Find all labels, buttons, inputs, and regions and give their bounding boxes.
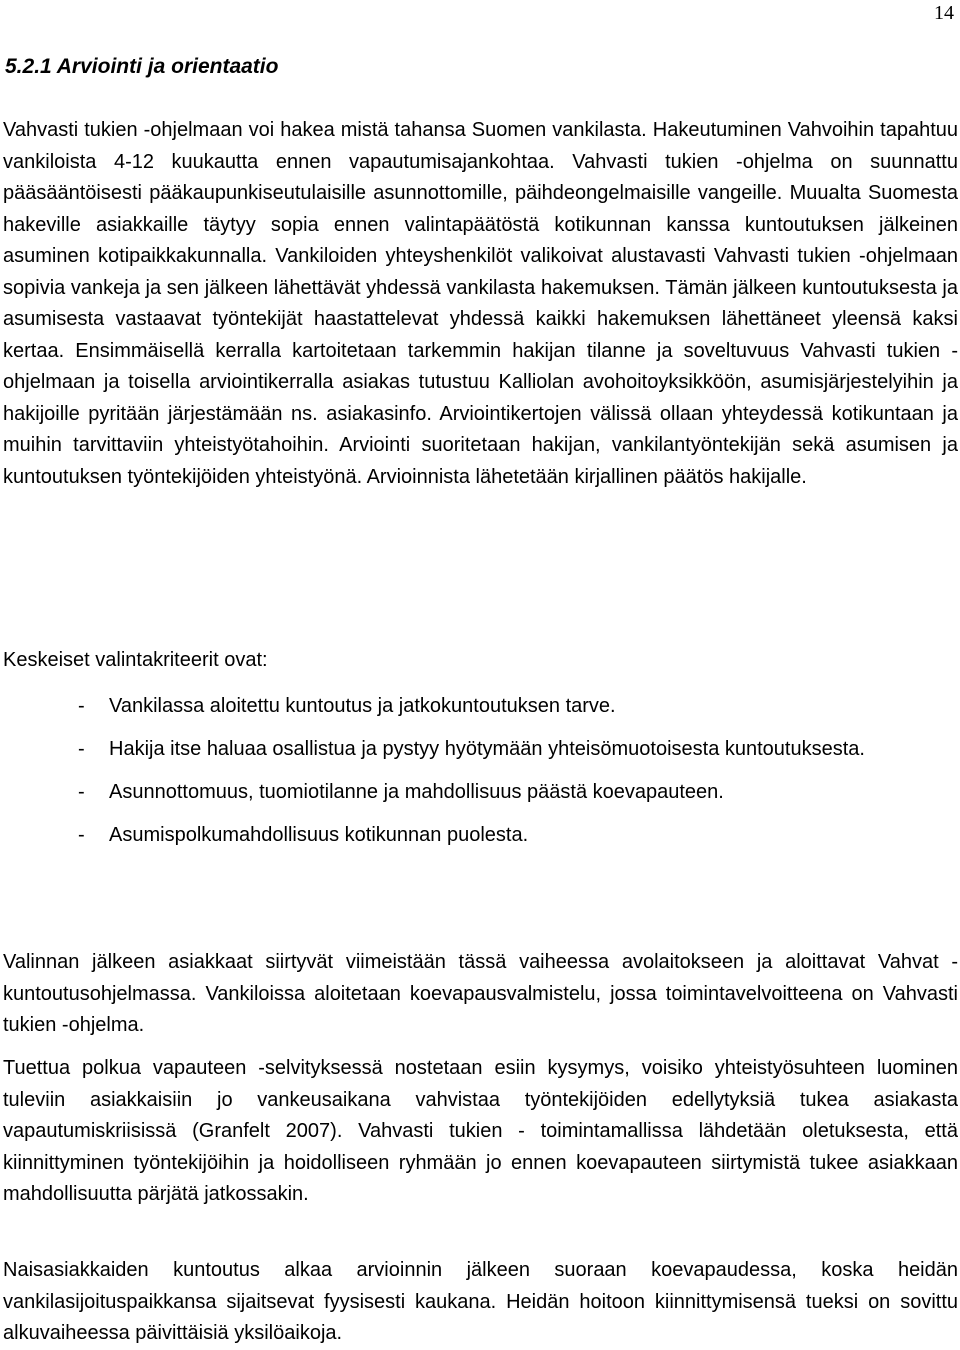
list-dash: - bbox=[78, 738, 85, 760]
page-number: 14 bbox=[934, 2, 954, 24]
criteria-item-text: Asunnottomuus, tuomiotilanne ja mahdollisuus päästä koevapauteen. bbox=[109, 781, 724, 803]
criteria-title: Keskeiset valintakriteerit ovat: bbox=[3, 649, 268, 671]
paragraph-after-selection: Valinnan jälkeen asiakkaat siirtyvät viimeistään tässä vaiheessa avolaitokseen ja aloittavat Vahvat -kuntoutusohjelmassa. Vankiloissa aloitetaan koevapausvalmistelu, jossa toimintavelvoitteena on Vahvasti tukien -ohjelma. bbox=[3, 951, 958, 1036]
criteria-item-text: Hakija itse haluaa osallistua ja pystyy hyötymään yhteisömuotoisesta kuntoutuksesta. bbox=[109, 738, 865, 760]
section-heading: 5.2.1 Arviointi ja orientaatio bbox=[5, 55, 279, 78]
list-dash: - bbox=[78, 824, 85, 846]
paragraph-supported-path: Tuettua polkua vapauteen -selvityksessä nostetaan esiin kysymys, voisiko yhteistyösuhteen luominen tuleviin asiakkaisiin jo vankeusaikana vahvistaa työntekijöiden edellytyksiä tukea asiakasta vapautumiskriisissä (Granfelt 2007). Vahvasti tukien - toimintamallissa lähdetään oletuksesta, että kiinnittyminen työntekijöihin ja hoidolliseen ryhmään jo ennen koevapauteen siirtymistä tukee asiakkaan mahdollisuutta pärjätä jatkossakin. bbox=[3, 1057, 958, 1205]
criteria-item bbox=[3, 814, 958, 857]
criteria-item-text: Vankilassa aloitettu kuntoutus ja jatkokuntoutuksen tarve. bbox=[109, 695, 616, 717]
paragraph-intro: Vahvasti tukien -ohjelmaan voi hakea mistä tahansa Suomen vankilasta. Hakeutuminen Vahvoihin tapahtuu vankiloista 4-12 kuukautta ennen vapautumisajankohtaa. Vahvasti tukien -ohjelma on suunnattu pääsääntöisesti pääkaupunkiseutulaisille asunnottomille, päihdeongelmaisille vangeille. Muualta Suomesta hakeville asiakkaille täytyy sopia ennen valintapäätöstä kotikunnan kanssa kuntoutuksen jälkeinen asuminen kotipaikkakunnalla. Vankiloiden yhteyshenkilöt valikoivat alustavasti Vahvasti tukien -ohjelmaan sopivia vankeja ja sen jälkeen lähettävät yhdessä vankilasta hakemuksen. Tämän jälkeen kuntoutuksesta ja asumisesta vastaavat työntekijät haastattelevat yhdessä kaikki hakemuksen lähettäneet yleensä kaksi kertaa. Ensimmäisellä kerralla kartoitetaan tarkemmin hakijan tilanne ja soveltuvuus Vahvasti tukien -ohjelmaan ja toisella arviointikerralla asiakas tutustuu Kalliolan avohoitoyksikköön, asumisjärjestelyihin ja hakijoille pyritään järjestämään ns. asiakasinfo. Arviointikertojen välissä ollaan yhteydessä kotikuntaan ja muihin tarvittaviin yhteistyötahoihin. Arviointi suoritetaan hakijan, vankilantyöntekijän sekä asumisen ja kuntoutuksen työntekijöiden yhteistyönä. Arvioinnista lähetetään kirjallinen päätös hakijalle. bbox=[3, 119, 958, 488]
criteria-item-text: Asumispolkumahdollisuus kotikunnan puolesta. bbox=[109, 824, 529, 846]
list-dash: - bbox=[78, 695, 85, 717]
criteria-list bbox=[3, 685, 958, 857]
criteria-item bbox=[3, 685, 958, 728]
paragraph-female-clients: Naisasiakkaiden kuntoutus alkaa arvioinnin jälkeen suoraan koevapaudessa, koska heidän vankilasijoituspaikkansa sijaitsevat fyysisesti kaukana. Heidän hoitoon kiinnittymisensä tueksi on sovittu alkuvaiheessa päivittäisiä yksilöaikoja. bbox=[3, 1259, 958, 1344]
criteria-item bbox=[3, 728, 958, 771]
list-dash: - bbox=[78, 781, 85, 803]
criteria-item bbox=[3, 771, 958, 814]
